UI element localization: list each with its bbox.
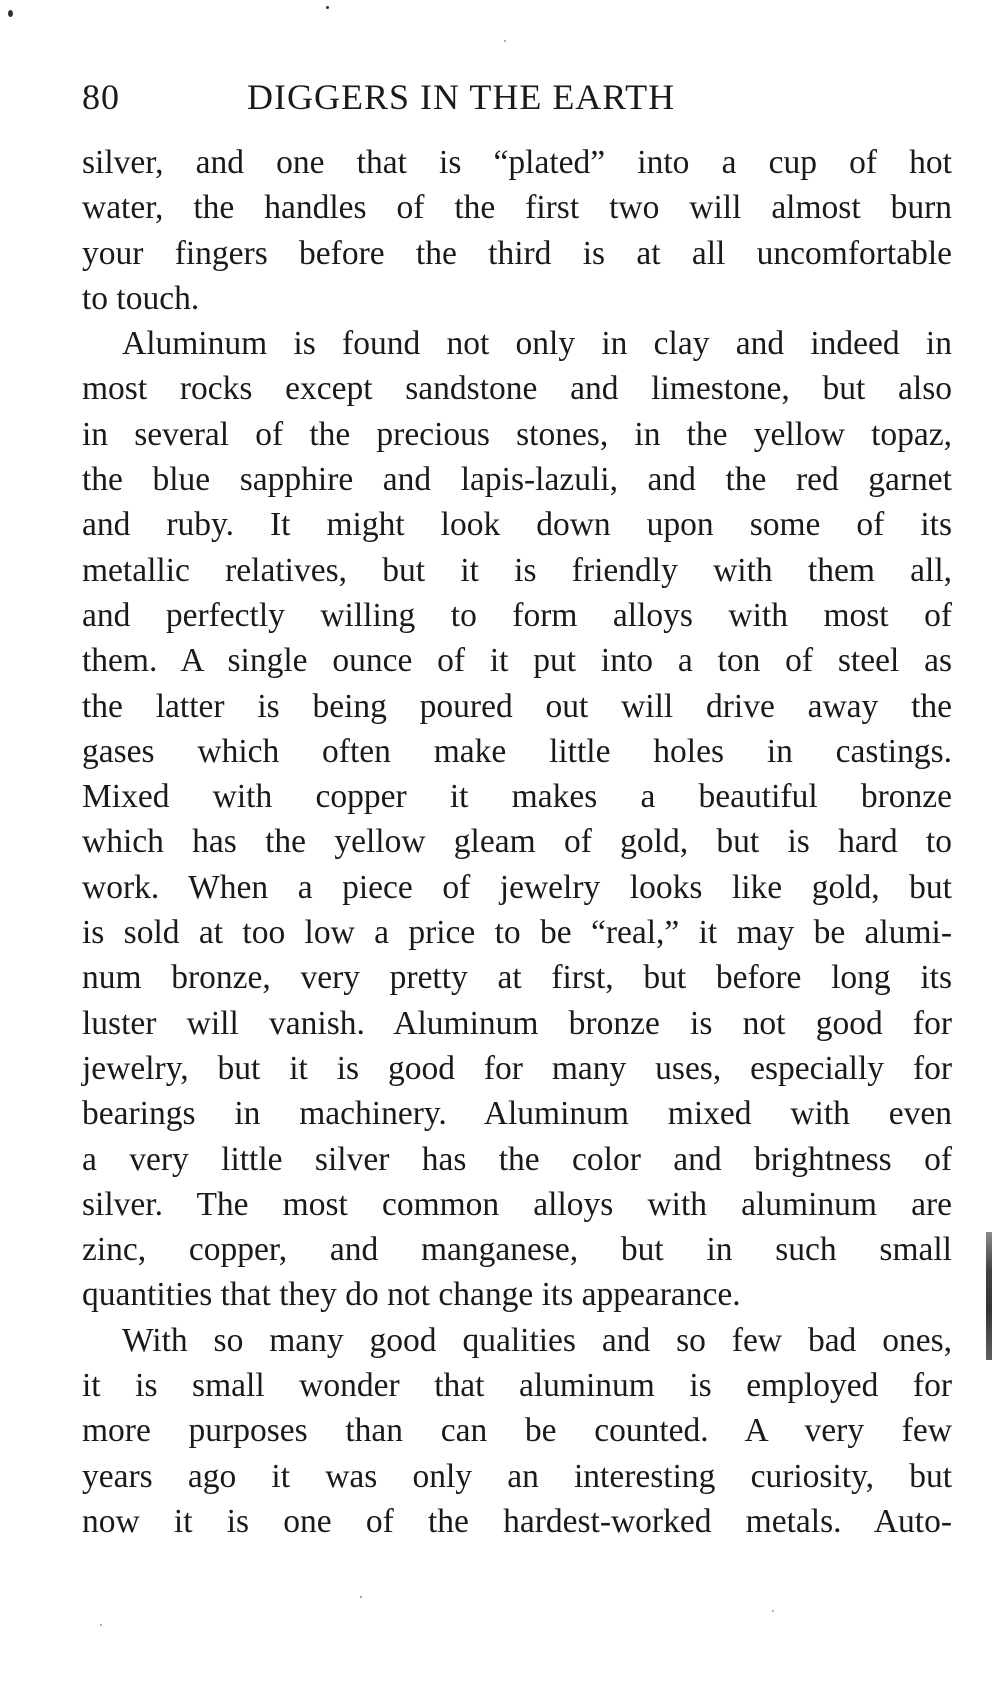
- text-line: and perfectly willing to form alloys with most of: [82, 596, 952, 634]
- text-line: more purposes than can be counted. A very few: [82, 1412, 952, 1450]
- text-line: most rocks except sandstone and limestone, but also: [82, 370, 952, 408]
- text-line: zinc, copper, and manganese, but in such small: [82, 1231, 952, 1269]
- text-line: and ruby. It might look down upon some of its: [82, 506, 952, 544]
- running-title: DIGGERS IN THE EARTH: [247, 77, 676, 117]
- print-speck: [504, 40, 506, 42]
- page-edge-mark: [986, 1232, 992, 1360]
- print-speck: [100, 1624, 102, 1626]
- text-line: luster will vanish. Aluminum bronze is not good for: [82, 1004, 952, 1042]
- text-line: the blue sapphire and lapis-lazuli, and the red garnet: [82, 461, 952, 499]
- text-line: gases which often make little holes in castings.: [82, 732, 952, 770]
- text-line: years ago it was only an interesting curiosity, but: [82, 1457, 952, 1495]
- print-speck: [772, 1610, 774, 1612]
- text-line: quantities that they do not change its appearance.: [82, 1276, 741, 1314]
- text-line: your fingers before the third is at all uncomfortable: [82, 234, 952, 272]
- text-line: metallic relatives, but it is friendly with them all,: [82, 551, 952, 589]
- text-line: Mixed with copper it makes a beautiful bronze: [82, 778, 952, 816]
- text-line: work. When a piece of jewelry looks like gold, but: [82, 868, 952, 906]
- text-line: With so many good qualities and so few bad ones,: [122, 1321, 952, 1359]
- text-line: the latter is being poured out will drive away the: [82, 687, 952, 725]
- paragraph-1: [82, 140, 952, 321]
- print-speck: [8, 10, 13, 17]
- text-line: bearings in machinery. Aluminum mixed with even: [82, 1095, 952, 1133]
- text-line: silver, and one that is “plated” into a cup of hot: [82, 144, 952, 181]
- page-header: [82, 76, 952, 126]
- body-text: [82, 140, 952, 1544]
- print-speck: [326, 6, 329, 9]
- text-line: is sold at too low a price to be “real,” it may be alumi-: [82, 914, 952, 952]
- text-line: which has the yellow gleam of gold, but is hard to: [82, 823, 952, 861]
- text-line: Aluminum is found not only in clay and indeed in: [122, 325, 952, 363]
- paragraph-2: [82, 321, 952, 1318]
- text-line: a very little silver has the color and brightness of: [82, 1140, 952, 1178]
- text-line: them. A single ounce of it put into a ton of steel as: [82, 642, 952, 680]
- text-line: num bronze, very pretty at first, but before long its: [82, 959, 952, 997]
- text-line: water, the handles of the first two will almost burn: [82, 189, 952, 227]
- print-speck: [360, 1596, 362, 1598]
- text-line: silver. The most common alloys with aluminum are: [82, 1185, 952, 1223]
- text-line: to touch.: [82, 279, 200, 317]
- text-line: now it is one of the hardest-worked metals. Auto-: [82, 1502, 952, 1540]
- paragraph-3: [82, 1318, 952, 1544]
- text-line: in several of the precious stones, in the yellow topaz,: [82, 415, 952, 453]
- text-line: it is small wonder that aluminum is employed for: [82, 1367, 952, 1405]
- text-line: jewelry, but it is good for many uses, especially for: [82, 1049, 952, 1087]
- page-number: 80: [82, 77, 120, 117]
